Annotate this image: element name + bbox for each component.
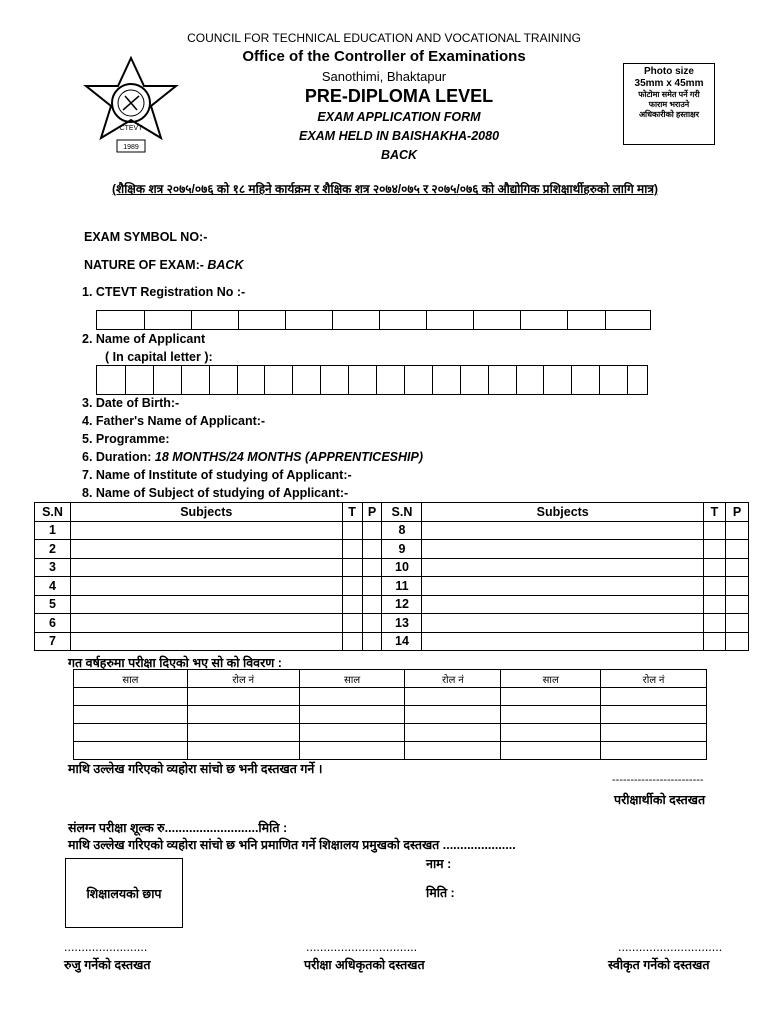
roll-cell[interactable] <box>187 724 299 742</box>
roll-cell[interactable] <box>405 742 501 760</box>
officer-signature-line[interactable]: ................................ <box>306 940 418 954</box>
name-box[interactable] <box>181 366 209 394</box>
t-cell[interactable] <box>704 540 726 559</box>
roll-cell[interactable] <box>405 688 501 706</box>
header-subjects: Subjects <box>70 503 342 522</box>
reg-box[interactable] <box>285 311 332 329</box>
subject-cell[interactable] <box>422 577 704 596</box>
photo-size-label: Photo size <box>643 66 694 77</box>
header-practical: P <box>362 503 382 522</box>
subject-label: 8. Name of Subject of studying of Applicant:- <box>82 486 349 500</box>
ctevt-logo <box>83 56 179 168</box>
p-cell[interactable] <box>362 558 382 577</box>
subject-cell[interactable] <box>70 614 342 633</box>
capital-letter-note: ( In capital letter ): <box>105 350 213 364</box>
subjects-table <box>34 502 749 651</box>
reg-box[interactable] <box>191 311 238 329</box>
level-title: PRE-DIPLOMA LEVEL <box>304 86 494 106</box>
p-cell[interactable] <box>362 614 382 633</box>
p-cell[interactable] <box>725 558 748 577</box>
name-box[interactable] <box>376 366 404 394</box>
row-sn: 6 <box>35 614 71 633</box>
name-box[interactable] <box>153 366 181 394</box>
logo-text: CTEVT <box>119 125 143 132</box>
photo-box <box>623 63 715 145</box>
p-cell[interactable] <box>362 521 382 540</box>
subjects-header-row <box>35 503 749 522</box>
reg-box[interactable] <box>473 311 520 329</box>
header-roll: रोल नं <box>405 670 501 688</box>
reg-box[interactable] <box>144 311 191 329</box>
name-label: नाम : <box>426 857 452 871</box>
duration-label: 6. Duration: <box>82 450 155 464</box>
roll-cell[interactable] <box>187 742 299 760</box>
roll-cell[interactable] <box>601 742 707 760</box>
name-box[interactable] <box>460 366 488 394</box>
name-box[interactable] <box>125 366 153 394</box>
row-sn: 1 <box>35 521 71 540</box>
name-box[interactable] <box>516 366 544 394</box>
p-cell[interactable] <box>725 632 748 651</box>
table-row <box>35 577 749 596</box>
name-box[interactable] <box>488 366 516 394</box>
header-subjects: Subjects <box>422 503 704 522</box>
previous-exam-header-row <box>74 670 707 688</box>
t-cell[interactable] <box>342 540 362 559</box>
t-cell[interactable] <box>704 577 726 596</box>
applicant-name-label: 2. Name of Applicant <box>82 332 206 346</box>
subject-cell[interactable] <box>70 540 342 559</box>
row-sn: 9 <box>382 540 422 559</box>
name-box[interactable] <box>97 366 125 394</box>
table-row <box>35 521 749 540</box>
subject-cell[interactable] <box>70 577 342 596</box>
year-cell[interactable] <box>74 706 188 724</box>
reg-box[interactable] <box>332 311 379 329</box>
verifier-signature-label: रुजु गर्नेको दस्तखत <box>64 958 151 972</box>
subject-cell[interactable] <box>70 521 342 540</box>
roll-cell[interactable] <box>405 724 501 742</box>
examinee-signature-label: परीक्षार्थीको दस्तखत <box>614 793 706 807</box>
officer-signature-label: परीक्षा अधिकृतको दस्तखत <box>304 958 425 972</box>
year-cell[interactable] <box>501 706 601 724</box>
reg-box[interactable] <box>605 311 644 329</box>
t-cell[interactable] <box>342 595 362 614</box>
duration-value: 18 MONTHS/24 MONTHS (APPRENTICESHIP) <box>154 450 424 464</box>
row-sn: 8 <box>382 521 422 540</box>
exam-held: EXAM HELD IN BAISHAKHA-2080 <box>298 129 500 143</box>
name-box[interactable] <box>209 366 237 394</box>
header-roll: रोल नं <box>601 670 707 688</box>
exam-symbol-label: EXAM SYMBOL NO:- <box>84 230 208 244</box>
row-sn: 14 <box>382 632 422 651</box>
name-box[interactable] <box>432 366 460 394</box>
header-theory: T <box>704 503 726 522</box>
school-stamp-box <box>65 858 183 928</box>
year-cell[interactable] <box>74 688 188 706</box>
name-box[interactable] <box>320 366 348 394</box>
year-cell[interactable] <box>299 742 405 760</box>
table-row <box>74 724 707 742</box>
approver-signature-label: स्वीकृत गर्नेको दस्तखत <box>608 958 710 972</box>
header-year: साल <box>299 670 405 688</box>
roll-cell[interactable] <box>601 724 707 742</box>
approver-signature-line[interactable]: .............................. <box>618 940 723 954</box>
council-name: COUNCIL FOR TECHNICAL EDUCATION AND VOCATIONAL TRAINING <box>187 31 581 45</box>
name-box[interactable] <box>627 366 647 394</box>
year-cell[interactable] <box>299 724 405 742</box>
logo-year: 1989 <box>123 144 139 151</box>
programme-label: 5. Programme: <box>82 432 170 446</box>
date-label: मिति : <box>426 886 455 900</box>
name-box[interactable] <box>237 366 265 394</box>
subject-cell[interactable] <box>70 632 342 651</box>
p-cell[interactable] <box>362 632 382 651</box>
p-cell[interactable] <box>725 577 748 596</box>
row-sn: 5 <box>35 595 71 614</box>
t-cell[interactable] <box>704 558 726 577</box>
nature-of-exam <box>84 258 243 272</box>
year-cell[interactable] <box>299 688 405 706</box>
header-sn: S.N <box>35 503 71 522</box>
reg-box[interactable] <box>379 311 426 329</box>
table-row <box>35 558 749 577</box>
year-cell[interactable] <box>501 688 601 706</box>
p-cell[interactable] <box>725 521 748 540</box>
table-row <box>35 595 749 614</box>
subject-cell[interactable] <box>422 614 704 633</box>
reg-box[interactable] <box>567 311 605 329</box>
subject-cell[interactable] <box>422 521 704 540</box>
t-cell[interactable] <box>342 614 362 633</box>
nature-value: BACK <box>207 258 244 272</box>
roll-cell[interactable] <box>601 688 707 706</box>
row-sn: 4 <box>35 577 71 596</box>
header-sn: S.N <box>382 503 422 522</box>
table-row <box>35 632 749 651</box>
school-stamp-label: शिक्षालयको छाप <box>86 886 162 901</box>
row-sn: 13 <box>382 614 422 633</box>
table-row <box>74 706 707 724</box>
row-sn: 3 <box>35 558 71 577</box>
name-box[interactable] <box>292 366 320 394</box>
registration-number-boxes[interactable] <box>96 310 651 330</box>
table-row <box>35 540 749 559</box>
p-cell[interactable] <box>725 614 748 633</box>
registration-label: 1. CTEVT Registration No :- <box>82 285 246 299</box>
row-sn: 12 <box>382 595 422 614</box>
name-box[interactable] <box>348 366 376 394</box>
verifier-signature-line[interactable]: ........................ <box>64 940 148 954</box>
subject-cell[interactable] <box>422 540 704 559</box>
reg-box[interactable] <box>97 311 144 329</box>
form-title: EXAM APPLICATION FORM <box>317 110 481 124</box>
row-sn: 7 <box>35 632 71 651</box>
subject-cell[interactable] <box>422 558 704 577</box>
table-row <box>74 688 707 706</box>
name-box[interactable] <box>264 366 292 394</box>
year-cell[interactable] <box>501 724 601 742</box>
nature-label: NATURE OF EXAM:- <box>84 258 208 272</box>
header-roll: रोल नं <box>187 670 299 688</box>
p-cell[interactable] <box>725 540 748 559</box>
t-cell[interactable] <box>704 521 726 540</box>
t-cell[interactable] <box>704 595 726 614</box>
name-box[interactable] <box>404 366 432 394</box>
institute-label: 7. Name of Institute of studying of Applicant:- <box>82 468 352 482</box>
header-year: साल <box>74 670 188 688</box>
roll-cell[interactable] <box>187 706 299 724</box>
row-sn: 2 <box>35 540 71 559</box>
table-row <box>35 614 749 633</box>
t-cell[interactable] <box>342 521 362 540</box>
header-year: साल <box>501 670 601 688</box>
roll-cell[interactable] <box>187 688 299 706</box>
photo-note-2: फाराम भराउने <box>648 100 690 109</box>
t-cell[interactable] <box>704 632 726 651</box>
office-address: Sanothimi, Bhaktapur <box>321 69 447 84</box>
row-sn: 10 <box>382 558 422 577</box>
duration-field <box>82 450 423 464</box>
father-name-label: 4. Father's Name of Applicant:- <box>82 414 266 428</box>
t-cell[interactable] <box>342 558 362 577</box>
year-cell[interactable] <box>299 706 405 724</box>
examinee-signature-line[interactable]: ------------------------- <box>612 774 704 786</box>
year-cell[interactable] <box>74 724 188 742</box>
t-cell[interactable] <box>342 632 362 651</box>
table-row <box>74 742 707 760</box>
reg-box[interactable] <box>238 311 285 329</box>
header-theory: T <box>342 503 362 522</box>
reg-box[interactable] <box>426 311 473 329</box>
reg-box[interactable] <box>520 311 567 329</box>
year-cell[interactable] <box>74 742 188 760</box>
photo-note-1: फोटोमा समेत पर्ने गरी <box>638 90 700 99</box>
applicant-name-boxes[interactable] <box>96 365 648 395</box>
header-practical: P <box>725 503 748 522</box>
t-cell[interactable] <box>342 577 362 596</box>
name-box[interactable] <box>599 366 627 394</box>
certification-line[interactable]: माथि उल्लेख गरिएको व्यहोरा सांचो छ भनि प्रमाणित गर्ने शिक्षालय प्रमुखको दस्तखत ..................... <box>68 838 516 852</box>
exam-fee-line[interactable]: संलग्न परीक्षा शूल्क रु...........................मिति : <box>68 821 288 835</box>
previous-exam-title: गत वर्षहरुमा परीक्षा दिएको भए सो को विवरण : <box>68 656 282 670</box>
previous-exam-table <box>73 669 707 760</box>
declaration-text: माथि उल्लेख गरिएको व्यहोरा सांचो छ भनी दस्तखत गर्ने । <box>68 762 323 776</box>
eligibility-notice: (शैक्षिक शत्र २०७५/०७६ को १८ महिने कार्यक्रम र शैक्षिक शत्र २०७४/०७५ र २०७५/०७६ को औद्योगिक प्रशिक्षार्थीहरुको लागि मात्र) <box>112 182 658 196</box>
exam-type: BACK <box>380 148 418 162</box>
office-name: Office of the Controller of Examinations <box>242 48 526 65</box>
subject-cell[interactable] <box>70 595 342 614</box>
t-cell[interactable] <box>704 614 726 633</box>
name-box[interactable] <box>543 366 571 394</box>
photo-dimensions: 35mm x 45mm <box>634 78 704 89</box>
subject-cell[interactable] <box>422 595 704 614</box>
p-cell[interactable] <box>362 540 382 559</box>
year-cell[interactable] <box>501 742 601 760</box>
roll-cell[interactable] <box>405 706 501 724</box>
p-cell[interactable] <box>725 595 748 614</box>
subject-cell[interactable] <box>70 558 342 577</box>
dob-label: 3. Date of Birth:- <box>82 396 180 410</box>
row-sn: 11 <box>382 577 422 596</box>
name-box[interactable] <box>571 366 599 394</box>
subject-cell[interactable] <box>422 632 704 651</box>
photo-note-3: अधिकारीको हस्ताक्षर <box>638 110 700 119</box>
roll-cell[interactable] <box>601 706 707 724</box>
p-cell[interactable] <box>362 577 382 596</box>
p-cell[interactable] <box>362 595 382 614</box>
